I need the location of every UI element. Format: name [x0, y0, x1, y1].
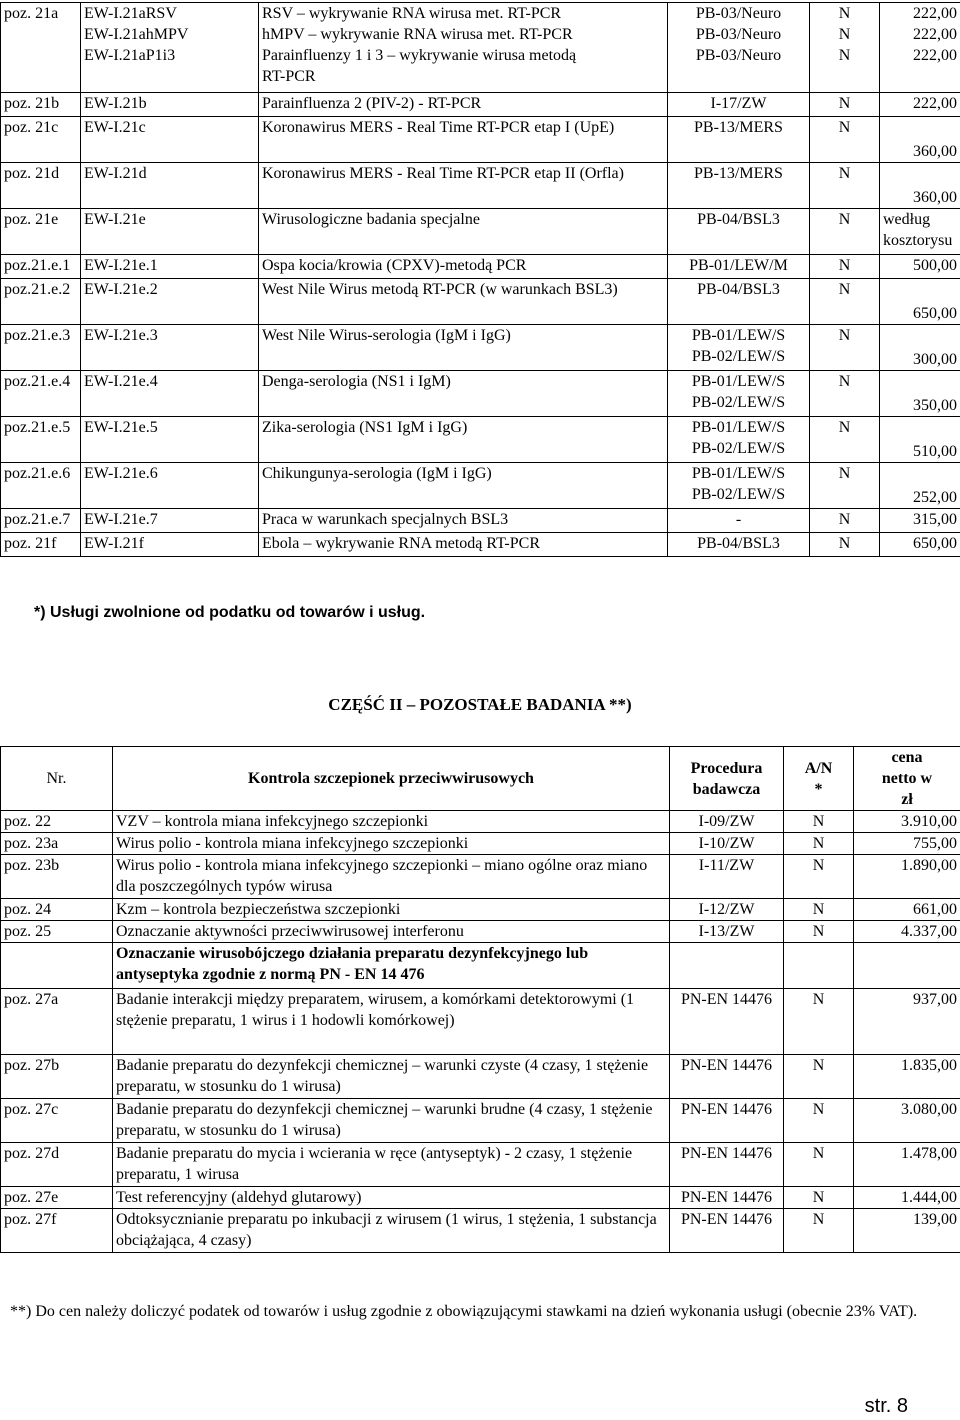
vat-note: **) Do cen należy doliczyć podatek od towarów i usług zgodnie z obowiązującymi stawkami na dzień wykonania usługi (obecnie 23% VAT). [10, 1303, 918, 1320]
procedure-cell: I-12/ZW [670, 899, 784, 921]
header-price: cena netto w zł [854, 747, 960, 811]
position-cell: poz. 27e [1, 1187, 113, 1209]
procedure-cell: I-13/ZW [670, 921, 784, 943]
an-cell: N [810, 209, 880, 255]
table-row [1, 509, 960, 533]
table-row [1, 1187, 960, 1209]
table-header-row [1, 747, 960, 811]
table-row [1, 325, 960, 371]
price-cell: według kosztorysu [880, 209, 960, 255]
position-cell: poz. 21b [1, 93, 81, 117]
description-cell: RSV – wykrywanie RNA wirusa met. RT-PCR hMPV – wykrywanie RNA wirusa met. RT-PCR Parainfluenzy 1 i 3 – wykrywanie wirusa metodą RT-PCR [259, 3, 668, 93]
code-cell: EW-I.21e.2 [81, 279, 259, 325]
header-name: Kontrola szczepionek przeciwwirusowych [113, 747, 670, 811]
description-cell: Kzm – kontrola bezpieczeństwa szczepionki [113, 899, 670, 921]
price-cell: 1.835,00 [854, 1055, 960, 1099]
an-cell: N [810, 93, 880, 117]
page-number: str. 8 [864, 1395, 908, 1417]
description-cell: Badanie interakcji między preparatem, wirusem, a komórkami detektorowymi (1 stężenie preparatu, 1 wirus i 1 hodowli komórkowej) [113, 989, 670, 1055]
position-cell: poz. 21c [1, 117, 81, 163]
position-cell: poz. 21d [1, 163, 81, 209]
table-row [1, 93, 960, 117]
position-cell: poz.21.e.6 [1, 463, 81, 509]
table-row [1, 209, 960, 255]
table-row [1, 1099, 960, 1143]
position-cell: poz. 24 [1, 899, 113, 921]
description-cell: Badanie preparatu do dezynfekcji chemicznej – warunki brudne (4 czasy, 1 stężenie preparatu, w stosunku do 1 wirusa) [113, 1099, 670, 1143]
an-cell: N [784, 899, 854, 921]
position-cell: poz.21.e.1 [1, 255, 81, 279]
price-cell: 1.478,00 [854, 1143, 960, 1187]
table-row [1, 163, 960, 209]
description-cell: Chikungunya-serologia (IgM i IgG) [259, 463, 668, 509]
description-cell: Zika-serologia (NS1 IgM i IgG) [259, 417, 668, 463]
an-cell: N [810, 325, 880, 371]
procedure-cell: PN-EN 14476 [670, 1143, 784, 1187]
procedure-cell: PB-01/LEW/M [668, 255, 810, 279]
an-cell: N [784, 921, 854, 943]
description-cell: Koronawirus MERS - Real Time RT-PCR etap II (Orfla) [259, 163, 668, 209]
table-row [1, 463, 960, 509]
price-cell: 222,00 222,00 222,00 [880, 3, 960, 93]
an-cell: N [784, 811, 854, 833]
price-table-part-1 [0, 2, 960, 557]
an-cell [784, 943, 854, 989]
description-cell: Ebola – wykrywanie RNA metodą RT-PCR [259, 533, 668, 557]
description-cell: Wirus polio - kontrola miana infekcyjnego szczepionki – miano ogólne oraz miano dla poszczególnych typów wirusa [113, 855, 670, 899]
section-title: CZĘŚĆ II – POZOSTAŁE BADANIA **) [328, 695, 632, 714]
description-cell: Koronawirus MERS - Real Time RT-PCR etap I (UpE) [259, 117, 668, 163]
an-cell: N [784, 1143, 854, 1187]
price-cell: 300,00 [880, 325, 960, 371]
position-cell: poz. 21f [1, 533, 81, 557]
procedure-cell: I-17/ZW [668, 93, 810, 117]
table-row [1, 899, 960, 921]
table-row [1, 279, 960, 325]
subheader-cell: Oznaczanie wirusobójczego działania preparatu dezynfekcyjnego lub antyseptyka zgodnie z normą PN - EN 14 476 [113, 943, 670, 989]
table-row [1, 3, 960, 93]
header-nr: Nr. [1, 747, 113, 811]
an-cell: N [784, 1209, 854, 1253]
position-cell: poz. 27c [1, 1099, 113, 1143]
position-cell: poz.21.e.5 [1, 417, 81, 463]
price-cell: 3.080,00 [854, 1099, 960, 1143]
an-cell: N N N [810, 3, 880, 93]
price-cell: 755,00 [854, 833, 960, 855]
table-row [1, 255, 960, 279]
procedure-cell: PB-03/Neuro PB-03/Neuro PB-03/Neuro [668, 3, 810, 93]
table-row [1, 371, 960, 417]
code-cell: EW-I.21aRSV EW-I.21ahMPV EW-I.21aP1i3 [81, 3, 259, 93]
price-cell: 1.890,00 [854, 855, 960, 899]
description-cell: Oznaczanie aktywności przeciwwirusowej interferonu [113, 921, 670, 943]
price-cell: 1.444,00 [854, 1187, 960, 1209]
position-cell: poz. 21e [1, 209, 81, 255]
position-cell: poz. 23a [1, 833, 113, 855]
price-cell: 3.910,00 [854, 811, 960, 833]
an-cell: N [810, 163, 880, 209]
price-cell: 661,00 [854, 899, 960, 921]
procedure-cell: - [668, 509, 810, 533]
price-cell: 360,00 [880, 163, 960, 209]
price-cell: 500,00 [880, 255, 960, 279]
procedure-cell: PB-01/LEW/S PB-02/LEW/S [668, 371, 810, 417]
description-cell: West Nile Wirus-serologia (IgM i IgG) [259, 325, 668, 371]
price-cell: 650,00 [880, 533, 960, 557]
code-cell: EW-I.21e [81, 209, 259, 255]
position-cell: poz. 27a [1, 989, 113, 1055]
price-table-part-2 [0, 746, 960, 1253]
code-cell: EW-I.21e.5 [81, 417, 259, 463]
an-cell: N [810, 417, 880, 463]
price-cell: 252,00 [880, 463, 960, 509]
description-cell: Denga-serologia (NS1 i IgM) [259, 371, 668, 417]
table-row [1, 833, 960, 855]
code-cell: EW-I.21b [81, 93, 259, 117]
table-row [1, 117, 960, 163]
price-cell: 315,00 [880, 509, 960, 533]
table-row [1, 1055, 960, 1099]
procedure-cell: PN-EN 14476 [670, 1209, 784, 1253]
description-cell: Ospa kocia/krowia (CPXV)-metodą PCR [259, 255, 668, 279]
description-cell: Badanie preparatu do dezynfekcji chemicznej – warunki czyste (4 czasy, 1 stężenie preparatu, w stosunku do 1 wirusa) [113, 1055, 670, 1099]
description-cell: Test referencyjny (aldehyd glutarowy) [113, 1187, 670, 1209]
an-cell: N [784, 1187, 854, 1209]
procedure-cell: PB-04/BSL3 [668, 533, 810, 557]
table-row [1, 811, 960, 833]
price-cell: 937,00 [854, 989, 960, 1055]
table-row [1, 417, 960, 463]
code-cell: EW-I.21e.6 [81, 463, 259, 509]
an-cell: N [810, 463, 880, 509]
description-cell: VZV – kontrola miana infekcyjnego szczepionki [113, 811, 670, 833]
an-cell: N [784, 855, 854, 899]
position-cell: poz. 27d [1, 1143, 113, 1187]
description-cell: Wirusologiczne badania specjalne [259, 209, 668, 255]
procedure-cell: PB-13/MERS [668, 163, 810, 209]
header-an: A/N * [784, 747, 854, 811]
an-cell: N [784, 989, 854, 1055]
position-cell: poz.21.e.7 [1, 509, 81, 533]
position-cell: poz. 25 [1, 921, 113, 943]
an-cell: N [784, 1055, 854, 1099]
price-cell: 350,00 [880, 371, 960, 417]
table-row [1, 989, 960, 1055]
position-cell: poz. 27b [1, 1055, 113, 1099]
position-cell: poz.21.e.4 [1, 371, 81, 417]
description-cell: Parainfluenza 2 (PIV-2) - RT-PCR [259, 93, 668, 117]
description-cell: Wirus polio - kontrola miana infekcyjnego szczepionki [113, 833, 670, 855]
table-row [1, 1209, 960, 1253]
price-cell [854, 943, 960, 989]
an-cell: N [810, 279, 880, 325]
price-cell: 650,00 [880, 279, 960, 325]
price-cell: 4.337,00 [854, 921, 960, 943]
procedure-cell: PB-13/MERS [668, 117, 810, 163]
an-cell: N [810, 509, 880, 533]
procedure-cell: I-09/ZW [670, 811, 784, 833]
code-cell: EW-I.21e.3 [81, 325, 259, 371]
price-cell: 139,00 [854, 1209, 960, 1253]
position-cell: poz.21.e.3 [1, 325, 81, 371]
procedure-cell: PN-EN 14476 [670, 989, 784, 1055]
code-cell: EW-I.21c [81, 117, 259, 163]
procedure-cell: PN-EN 14476 [670, 1099, 784, 1143]
description-cell: Odtoksycznianie preparatu po inkubacji z wirusem (1 wirus, 1 stężenia, 1 substancja obciążająca, 4 czasy) [113, 1209, 670, 1253]
table-row [1, 533, 960, 557]
table-row [1, 855, 960, 899]
procedure-cell: PB-04/BSL3 [668, 209, 810, 255]
position-cell: poz. 23b [1, 855, 113, 899]
header-procedure: Procedura badawcza [670, 747, 784, 811]
procedure-cell [670, 943, 784, 989]
position-cell: poz. 21a [1, 3, 81, 93]
an-cell: N [810, 117, 880, 163]
an-cell: N [784, 1099, 854, 1143]
table-row [1, 921, 960, 943]
an-cell: N [810, 533, 880, 557]
procedure-cell: PB-04/BSL3 [668, 279, 810, 325]
table-row [1, 1143, 960, 1187]
price-cell: 360,00 [880, 117, 960, 163]
an-cell: N [810, 371, 880, 417]
position-cell: poz. 27f [1, 1209, 113, 1253]
an-cell: N [784, 833, 854, 855]
code-cell: EW-I.21e.4 [81, 371, 259, 417]
procedure-cell: I-10/ZW [670, 833, 784, 855]
procedure-cell: PN-EN 14476 [670, 1187, 784, 1209]
price-cell: 222,00 [880, 93, 960, 117]
description-cell: West Nile Wirus metodą RT-PCR (w warunkach BSL3) [259, 279, 668, 325]
procedure-cell: PN-EN 14476 [670, 1055, 784, 1099]
subheader-row [1, 943, 960, 989]
tax-exemption-note: *) Usługi zwolnione od podatku od towarów i usług. [34, 604, 426, 621]
procedure-cell: I-11/ZW [670, 855, 784, 899]
an-cell: N [810, 255, 880, 279]
code-cell: EW-I.21e.7 [81, 509, 259, 533]
procedure-cell: PB-01/LEW/S PB-02/LEW/S [668, 325, 810, 371]
description-cell: Badanie preparatu do mycia i wcierania w ręce (antyseptyk) - 2 czasy, 1 stężenie preparatu, 1 wirusa [113, 1143, 670, 1187]
procedure-cell: PB-01/LEW/S PB-02/LEW/S [668, 463, 810, 509]
position-cell: poz. 22 [1, 811, 113, 833]
code-cell: EW-I.21e.1 [81, 255, 259, 279]
code-cell: EW-I.21f [81, 533, 259, 557]
position-cell: poz.21.e.2 [1, 279, 81, 325]
procedure-cell: PB-01/LEW/S PB-02/LEW/S [668, 417, 810, 463]
price-cell: 510,00 [880, 417, 960, 463]
code-cell: EW-I.21d [81, 163, 259, 209]
position-cell [1, 943, 113, 989]
description-cell: Praca w warunkach specjalnych BSL3 [259, 509, 668, 533]
